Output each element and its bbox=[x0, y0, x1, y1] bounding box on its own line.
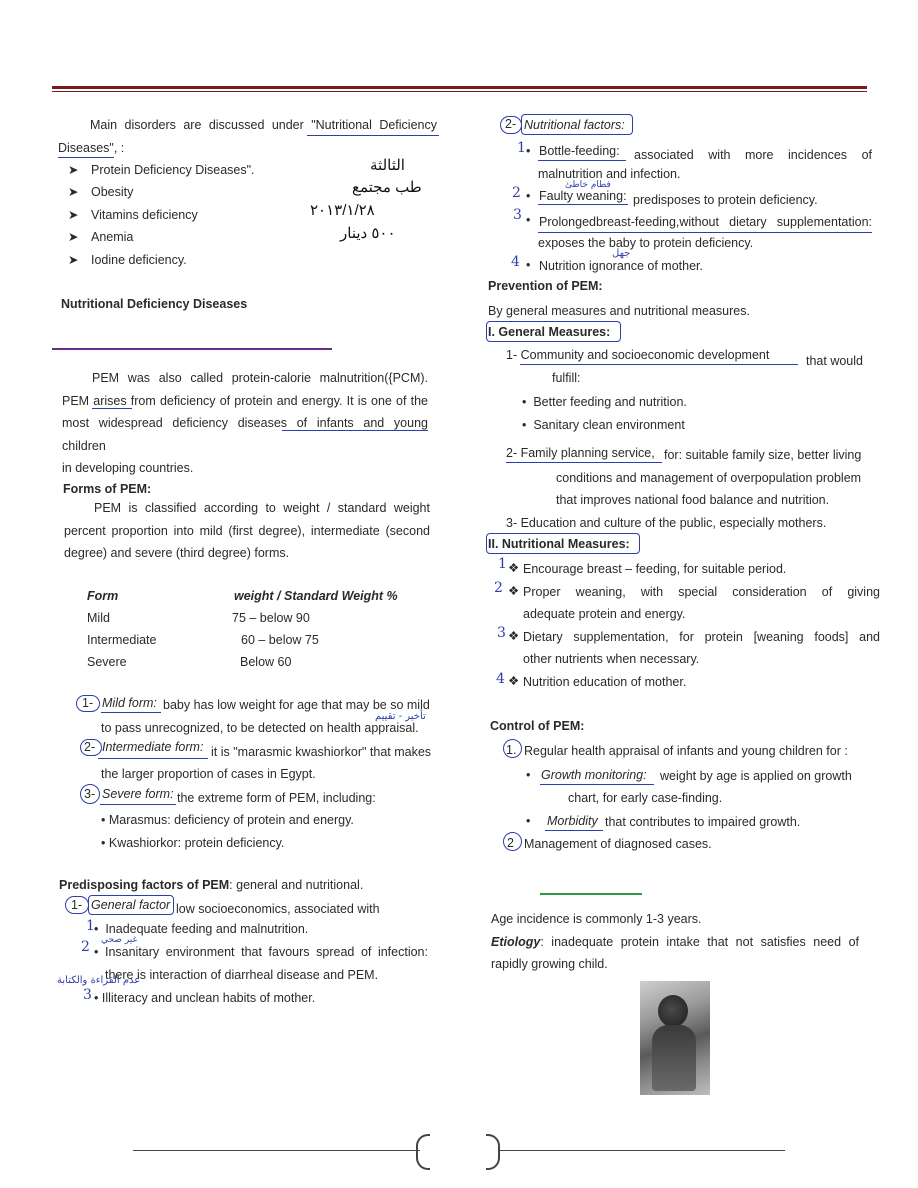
underline bbox=[282, 430, 428, 431]
intro-line-1: Main disorders are discussed under "Nutritional Deficiency bbox=[90, 118, 437, 132]
hand-num: 4 bbox=[511, 254, 520, 270]
severe-item-2: • Kwashiorkor: protein deficiency. bbox=[101, 836, 285, 850]
table-header-weight: weight / Standard Weight % bbox=[234, 589, 398, 603]
mild-text: baby has low weight for age that may be so mild bbox=[163, 698, 430, 712]
nut-item-2-text: predisposes to protein deficiency. bbox=[633, 193, 818, 207]
underline bbox=[307, 135, 439, 136]
ctrl1-b1-label: Growth monitoring: bbox=[541, 768, 647, 782]
nut-item-1-cont: malnutrition and infection. bbox=[538, 167, 681, 181]
general-item-text: Illiteracy and unclean habits of mother. bbox=[101, 991, 316, 1005]
ctrl1-num: 1. bbox=[506, 743, 517, 757]
nm-heading: II. Nutritional Measures: bbox=[488, 537, 630, 551]
general-item-2-cont: there is interaction of diarrheal disease and PEM. bbox=[105, 968, 379, 982]
hand-num: 3 bbox=[83, 987, 92, 1003]
photo-body bbox=[652, 1025, 696, 1091]
general-item-text: Inadequate feeding and malnutrition. bbox=[105, 922, 309, 936]
nut-note-2: جهل bbox=[612, 248, 631, 259]
ctrl2-num: 2 bbox=[507, 836, 514, 850]
table-cell: Mild bbox=[87, 611, 110, 625]
list-arrow: ➤ bbox=[68, 208, 79, 222]
nut-num: 2- bbox=[505, 117, 517, 131]
hand-num: 1 bbox=[86, 918, 95, 934]
footer-rule-left bbox=[133, 1150, 420, 1151]
diamond-bullet: ❖ bbox=[508, 584, 520, 598]
bullet: • bbox=[526, 213, 531, 227]
hand-num: 3 bbox=[513, 207, 522, 223]
severe-item-text: Kwashiorkor: protein deficiency. bbox=[108, 836, 285, 850]
forms-line: percent proportion into mild (first degree), intermediate (second bbox=[64, 523, 430, 538]
gm2-cont-2: that improves national food balance and nutrition. bbox=[556, 493, 830, 507]
bullet: • bbox=[526, 814, 531, 828]
pem-line: most widespread deficiency diseases of infants and young children bbox=[62, 416, 428, 453]
table-cell: 75 – below 90 bbox=[232, 611, 310, 625]
heading-ndd: Nutritional Deficiency Diseases bbox=[61, 297, 248, 311]
arabic-stamp-3: ٥٠٠ دينار bbox=[340, 225, 396, 242]
underline bbox=[538, 204, 628, 205]
nut-item-2-label: Faulty weaning: bbox=[539, 189, 627, 203]
diamond-bullet: ❖ bbox=[508, 629, 520, 643]
intro-item-2: Obesity bbox=[91, 185, 134, 199]
general-item-1: • Inadequate feeding and malnutrition. bbox=[94, 922, 309, 936]
intro-item-4: Anemia bbox=[91, 230, 134, 244]
ctrl1-b2-label: Morbidity bbox=[547, 814, 598, 828]
general-item-text: Insanitary environment that favours spread of infection: bbox=[104, 945, 428, 959]
pem-line: PEM was also called protein-calorie malnutrition({PCM). bbox=[92, 371, 428, 385]
intro-line-2: Diseases", : bbox=[58, 141, 125, 155]
etiology-text: : inadequate protein intake that not satisfies need of bbox=[540, 935, 859, 949]
ctrl2-text: Management of diagnosed cases. bbox=[524, 837, 712, 851]
inter-label: Intermediate form: bbox=[102, 740, 204, 754]
table-header-form: Form bbox=[87, 589, 119, 603]
list-arrow: ➤ bbox=[68, 253, 79, 267]
general-num: 1- bbox=[71, 898, 83, 912]
prevention-heading: Prevention of PEM: bbox=[488, 279, 603, 293]
underline bbox=[520, 364, 798, 365]
forms-heading: Forms of PEM: bbox=[63, 482, 152, 496]
mild-num: 1- bbox=[82, 696, 94, 710]
diamond-bullet: ❖ bbox=[508, 561, 520, 575]
nm-item-3: Dietary supplementation, for protein [weaning foods] and bbox=[523, 630, 880, 644]
underline bbox=[538, 160, 626, 161]
intro-item-5: Iodine deficiency. bbox=[91, 253, 187, 267]
mild-text-2: to pass unrecognized, to be detected on health appraisal. bbox=[101, 721, 419, 735]
hand-num: 3 bbox=[497, 625, 506, 641]
gm1-item-text: Better feeding and nutrition. bbox=[533, 395, 687, 409]
severe-label: Severe form: bbox=[102, 787, 174, 801]
etiology-label: Etiology bbox=[491, 935, 541, 949]
inter-text: it is "marasmic kwashiorkor" that makes bbox=[211, 745, 432, 759]
table-cell: Below 60 bbox=[240, 655, 292, 669]
general-rest: low socioeconomics, associated with bbox=[176, 902, 380, 916]
intro-item-3: Vitamins deficiency bbox=[91, 208, 198, 222]
gm3: 3- Education and culture of the public, especially mothers. bbox=[506, 516, 827, 530]
hand-num: 2 bbox=[81, 939, 90, 955]
bullet: • bbox=[526, 258, 531, 272]
gm2-rest: for: suitable family size, better living bbox=[664, 448, 862, 462]
gm2-label: 2- Family planning service, bbox=[506, 446, 655, 460]
etiology-cont: rapidly growing child. bbox=[491, 957, 608, 971]
underline bbox=[101, 712, 161, 713]
gm1-label: 1- Community and socioeconomic development bbox=[506, 348, 770, 362]
underline bbox=[58, 157, 114, 158]
nm-item-2-cont: adequate protein and energy. bbox=[523, 607, 686, 621]
underline bbox=[540, 784, 654, 785]
arabic-stamp-2: ٢٠١٣/١/٢٨ bbox=[310, 202, 375, 219]
footer-bracket-left bbox=[416, 1134, 430, 1170]
predis-heading: Predisposing factors of PEM bbox=[59, 878, 230, 892]
general-note-2: عدم القراءة والكتابة bbox=[57, 975, 141, 986]
forms-line: degree) and severe (third degree) forms. bbox=[64, 546, 290, 560]
gm1-rest: that would bbox=[806, 354, 863, 368]
nut-item-1-label: Bottle-feeding: bbox=[539, 144, 620, 158]
inter-text-2: the larger proportion of cases in Egypt. bbox=[101, 767, 316, 781]
hand-num: 4 bbox=[496, 671, 505, 687]
nm-item-1: Encourage breast – feeding, for suitable period. bbox=[523, 562, 787, 576]
header-rule-thin bbox=[52, 91, 867, 92]
table-cell: Intermediate bbox=[87, 633, 157, 647]
list-arrow: ➤ bbox=[68, 163, 79, 177]
header-rule bbox=[52, 86, 867, 89]
table-cell: Severe bbox=[87, 655, 127, 669]
photo-head bbox=[658, 995, 688, 1027]
arabic-stamp-1: طب مجتمع bbox=[352, 179, 422, 196]
gm-heading: I. General Measures: bbox=[488, 325, 611, 339]
nm-item-2: Proper weaning, with special consideration of giving bbox=[523, 585, 880, 599]
underline bbox=[100, 804, 176, 805]
hand-num: 2 bbox=[512, 185, 521, 201]
hand-num: 1 bbox=[498, 556, 507, 572]
list-arrow: ➤ bbox=[68, 185, 79, 199]
underline bbox=[545, 830, 603, 831]
pem-line: in developing countries. bbox=[62, 461, 194, 475]
forms-line: PEM is classified according to weight / standard weight bbox=[94, 501, 430, 515]
child-photo bbox=[640, 981, 710, 1095]
nut-label: Nutritional factors: bbox=[524, 118, 625, 132]
control-heading: Control of PEM: bbox=[490, 719, 585, 733]
nut-item-3-cont: exposes the baby to protein deficiency. bbox=[538, 236, 754, 250]
footer-bracket-right bbox=[486, 1134, 500, 1170]
arabic-stamp-top: الثالثة bbox=[370, 157, 405, 174]
ctrl1-b1-text: weight by age is applied on growth bbox=[660, 769, 852, 783]
underline bbox=[98, 758, 208, 759]
general-label: General factor bbox=[91, 898, 171, 912]
general-note-1: غير صحي bbox=[101, 935, 138, 945]
severe-item-text: Marasmus: deficiency of protein and energy. bbox=[108, 813, 354, 827]
hand-num: 2 bbox=[494, 580, 503, 596]
gm1-item-2: • Sanitary clean environment bbox=[522, 418, 685, 432]
section-rule-purple bbox=[52, 348, 332, 350]
gm1-cont: fulfill: bbox=[552, 371, 581, 385]
bullet: • bbox=[526, 768, 531, 782]
bullet: • bbox=[526, 144, 531, 158]
inter-num: 2- bbox=[84, 740, 96, 754]
nut-item-4-text: Nutrition ignorance of mother. bbox=[539, 259, 703, 273]
bullet: • bbox=[526, 189, 531, 203]
nm-item-4: Nutrition education of mother. bbox=[523, 675, 687, 689]
footer-rule-right bbox=[498, 1150, 785, 1151]
table-cell: 60 – below 75 bbox=[241, 633, 319, 647]
predis-line bbox=[59, 877, 363, 893]
nut-item-3-label: Prolongedbreast-feeding,without dietary supplementation: bbox=[539, 215, 872, 229]
etiology-line bbox=[491, 934, 859, 950]
gm1-item-text: Sanitary clean environment bbox=[533, 418, 685, 432]
section-rule-green bbox=[540, 893, 642, 895]
ctrl1-b1-cont: chart, for early case-finding. bbox=[568, 791, 723, 805]
nut-item-1-text: associated with more incidences of bbox=[634, 148, 872, 162]
ctrl1-text: Regular health appraisal of infants and young children for : bbox=[524, 744, 848, 758]
general-item-3: • Illiteracy and unclean habits of mother. bbox=[94, 991, 316, 1005]
hand-num: 1 bbox=[517, 140, 526, 156]
mild-label: Mild form: bbox=[102, 696, 157, 710]
forms-paragraph bbox=[64, 497, 430, 565]
severe-num: 3- bbox=[84, 787, 96, 801]
gm2-cont-1: conditions and management of overpopulation problem bbox=[556, 471, 862, 485]
underline bbox=[92, 408, 132, 409]
underline bbox=[506, 462, 662, 463]
severe-text: the extreme form of PEM, including: bbox=[177, 791, 376, 805]
nut-note-1: فطام خاطئ bbox=[565, 180, 611, 190]
mild-note: تأخير - تقييم bbox=[375, 711, 426, 722]
severe-item-1: • Marasmus: deficiency of protein and energy. bbox=[101, 813, 354, 827]
pem-paragraph bbox=[62, 367, 428, 480]
pem-line: PEM arises from deficiency of protein and energy. It is one of the bbox=[62, 393, 428, 408]
gm1-item-1: • Better feeding and nutrition. bbox=[522, 395, 687, 409]
age-text: Age incidence is commonly 1-3 years. bbox=[491, 912, 702, 926]
ctrl1-b2-text: that contributes to impaired growth. bbox=[605, 815, 801, 829]
underline bbox=[538, 232, 872, 233]
prevention-text: By general measures and nutritional measures. bbox=[488, 304, 750, 318]
list-arrow: ➤ bbox=[68, 230, 79, 244]
intro-item-1: Protein Deficiency Diseases". bbox=[91, 163, 255, 177]
predis-rest: : general and nutritional. bbox=[229, 878, 364, 892]
diamond-bullet: ❖ bbox=[508, 674, 520, 688]
nm-item-3-cont: other nutrients when necessary. bbox=[523, 652, 700, 666]
general-item-2: • Insanitary environment that favours spread of infection: bbox=[94, 945, 428, 959]
